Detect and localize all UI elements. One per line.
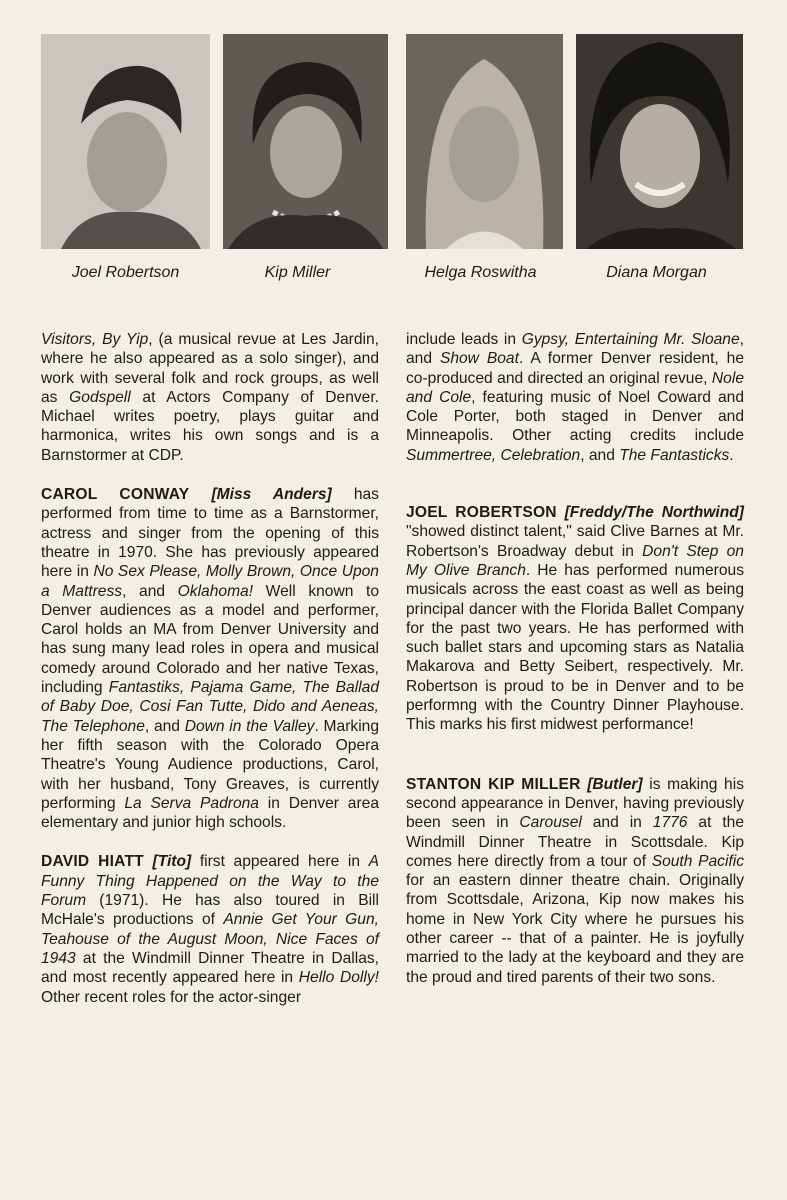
bio-role: [Tito] <box>152 853 192 871</box>
photo-joel-robertson <box>41 34 210 249</box>
caption-kip-miller: Kip Miller <box>264 264 331 281</box>
bio-role: [Miss Anders] <box>211 486 332 504</box>
right-column <box>406 330 744 987</box>
bio-stanton-kip-miller: STANTON KIP MILLER [Butler] is making his second appearance in Denver, having previously been seen in Carousel and in 1776 at the Windmill Dinner Theatre in Scottsdale. Kip comes here directly from a tour of South Pacific for an eastern dinner theatre chain. Originally from Scottsdale, Arizona, Kip now makes his home in New York City where he pursues his other career -- that of a painter. He is joyfully married to the lady at the keyboard and they are the proud and tired parents of their two sons. <box>406 775 744 986</box>
caption-joel-robertson: Joel Robertson <box>71 264 180 281</box>
bio-role: [Butler] <box>587 775 643 793</box>
bio-name: CAROL CONWAY <box>41 486 190 504</box>
caption-helga-roswitha: Helga Roswitha <box>424 264 537 281</box>
bio-continuation-michael: Visitors, By Yip, (a musical revue at Les Jardin, where he also appeared as a solo singer), and work with several folk and rock groups, as well as Godspell at Actors Company of Denver. Michael writes poetry, plays guitar and harmonica, writes his own songs and is a Barnstormer at CDP. <box>41 331 380 464</box>
photo-helga-roswitha <box>406 34 563 249</box>
bio-joel-robertson: JOEL ROBERTSON [Freddy/The Northwind] "showed distinct talent," said Clive Barnes at Mr. Robertson's Broadway debut in Don't Step on My Olive Branch. He has performed numerous musicals across the east coast as well as being principal dancer with the Florida Ballet Company for the past two years. He has performed with such ballet stars and upcoming stars as Natalia Makarova and Betty Seibert, respectively. Mr. Robertson is proud to be in Denver and to be performng with the Country Dinner Playhouse. This marks his first midwest performance! <box>406 504 744 734</box>
left-column <box>41 330 379 1007</box>
bio-carol-conway: CAROL CONWAY [Miss Anders] has performed from time to time as a Barnstormer, actress and singer from the opening of this theatre in 1970. She has previously appeared here in No Sex Please, Molly Brown, Once Upon a Mattress, and Oklahoma! Well known to Denver audiences as a model and performer, Carol holds an MA from Denver University and has sung many lead roles in opera and musical comedy around Colorado and her native Texas, including Fantastiks, Pajama Game, The Ballad of Baby Doe, Cosi Fan Tutte, Dido and Aeneas, The Telephone, and Down in the Valley. Marking her fifth season with the Colorado Opera Theatre's Young Audience productions, Carol, with her husband, Tony Greaves, is currently performing La Serva Padrona in Denver area elementary and junior high schools. <box>41 486 380 832</box>
caption-diana-morgan: Diana Morgan <box>606 264 707 281</box>
photo-diana-morgan <box>576 34 743 249</box>
bio-name: JOEL ROBERTSON <box>406 504 557 522</box>
bio-continuation-david: include leads in Gypsy, Entertaining Mr. Sloane, and Show Boat. A former Denver resident, he co-produced and directed an original revue, Nole and Cole, featuring music of Noel Coward and Cole Porter, both staged in Denver and Minneapolis. Other acting credits include Summertree, Celebration, and The Fantasticks. <box>406 331 744 464</box>
bio-role: [Freddy/The Northwind] <box>564 504 744 522</box>
bio-name: DAVID HIATT <box>41 853 144 871</box>
bio-david-hiatt: DAVID HIATT [Tito] first appeared here in A Funny Thing Happened on the Way to the Forum (1971). He has also toured in Bill McHale's productions of Annie Get Your Gun, Teahouse of the August Moon, Nice Faces of 1943 at the Windmill Dinner Theatre in Dallas, and most recently appeared here in Hello Dolly! Other recent roles for the actor-singer <box>41 853 380 1006</box>
bio-name: STANTON KIP MILLER <box>406 775 581 793</box>
photo-kip-miller <box>223 34 388 249</box>
